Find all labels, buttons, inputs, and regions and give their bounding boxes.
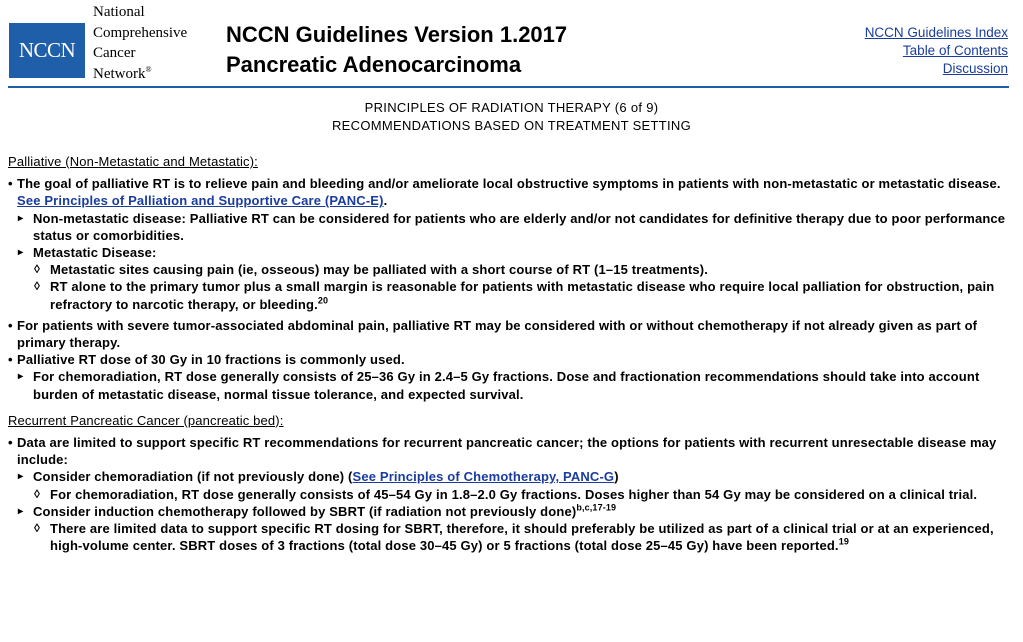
guideline-version: NCCN Guidelines Version 1.2017 <box>226 22 568 47</box>
list-subsubitem: ◊ Metastatic sites causing pain (ie, osseous) may be palliated with a short course of RT (1–15 treatments). <box>34 262 708 278</box>
nccn-logo: NCCN <box>9 23 85 78</box>
list-subitem: ▸ Metastatic Disease: <box>18 245 157 261</box>
org-line: Cancer <box>93 45 136 61</box>
list-item: • Palliative RT dose of 30 Gy in 10 fractions is commonly used. <box>8 352 405 368</box>
list-subitem: ▸ For chemoradiation, RT dose generally consists of 25–36 Gy in 2.4–5 Gy fractions. Dose and fractionation recommendations should take into account burden of metastatic disease, normal tissue tolerance, and expected survival. <box>18 369 980 402</box>
organization-name <box>93 2 187 84</box>
list-subsubitem: ◊ For chemoradiation, RT dose generally consists of 45–54 Gy in 1.8–2.0 Gy fractions. Doses higher than 54 Gy may be considered on a clinical trial. <box>34 486 978 502</box>
section-title-palliative: Palliative (Non-Metastatic and Metastatic): <box>8 154 258 169</box>
diamond-marker: ◊ <box>34 521 41 536</box>
bullet-marker: • <box>8 352 13 368</box>
arrow-marker: ▸ <box>18 371 24 383</box>
list-subitem: ▸ Consider chemoradiation (if not previously done) (See Principles of Chemotherapy, PANC-G) <box>18 469 619 485</box>
arrow-marker: ▸ <box>18 212 24 224</box>
palliation-care-link[interactable]: See Principles of Palliation and Supportive Care (PANC-E) <box>17 193 384 209</box>
diamond-marker: ◊ <box>34 486 41 501</box>
section-title-recurrent: Recurrent Pancreatic Cancer (pancreatic bed): <box>8 412 284 428</box>
list-subitem: ▸ Consider induction chemotherapy followed by SBRT (if radiation not previously done)$^{b,c,17-19}$ <box>18 502 617 519</box>
arrow-marker: ▸ <box>18 247 24 259</box>
list-subsubitem: ◊ There are limited data to support specific RT dosing for SBRT, therefore, it should preferably be utilized as part of a clinical trial or at an experienced, high-volume center. SBRT doses of 3 fractions (total dose 30–45 Gy) or 5 fractions (total dose 25–45 Gy) have been reported.$^{19}$ <box>34 521 994 554</box>
diamond-marker: ◊ <box>34 279 41 294</box>
table-of-contents-link[interactable]: Table of Contents <box>902 43 1008 58</box>
page-heading <box>0 99 1023 135</box>
registered-mark: ® <box>145 64 152 74</box>
bullet-marker: • <box>8 317 13 333</box>
org-line: National <box>93 4 145 20</box>
list-subitem: ▸ Non-metastatic disease: Palliative RT can be considered for patients who are elderly and/or not candidates for definitive therapy due to poor performance status or comorbidities. <box>18 210 1006 243</box>
reference-superscript: 20 <box>317 295 329 306</box>
list-subsubitem: ◊ RT alone to the primary tumor plus a small margin is reasonable for patients with metastatic disease who require local palliation for obstruction, pain refractory to narcotic therapy, or bleeding.$^{20}$ <box>34 279 995 312</box>
header-divider <box>8 86 1009 88</box>
bullet-marker: • <box>8 176 13 192</box>
list-item: • The goal of palliative RT is to relieve pain and bleeding and/or ameliorate local obstructive symptoms in patients with non-metastatic or metastatic disease. See Principles of Palliation and Supportive Care (PANC-E). <box>8 176 1001 209</box>
list-item: • Data are limited to support specific RT recommendations for recurrent pancreatic cancer; the options for patients with recurrent unresectable disease may include: <box>8 435 997 468</box>
arrow-marker: ▸ <box>18 505 24 517</box>
org-line: Comprehensive <box>93 24 188 41</box>
reference-superscript: b,c,17-19 <box>576 502 617 513</box>
list-item: • For patients with severe tumor-associated abdominal pain, palliative RT may be considered with or without chemotherapy if not already given as part of primary therapy. <box>8 317 978 351</box>
bullet-marker: • <box>8 435 13 451</box>
page-heading-line2: RECOMMENDATIONS BASED ON TREATMENT SETTING <box>331 118 692 133</box>
diamond-marker: ◊ <box>34 262 41 277</box>
page-heading-line1: PRINCIPLES OF RADIATION THERAPY (6 of 9) <box>364 100 659 115</box>
guideline-topic: Pancreatic Adenocarcinoma <box>226 52 522 77</box>
top-navigation <box>865 24 1008 78</box>
arrow-marker: ▸ <box>18 471 24 483</box>
discussion-link[interactable]: Discussion <box>942 61 1008 76</box>
guidelines-index-link[interactable]: NCCN Guidelines Index <box>864 25 1008 40</box>
chemotherapy-principles-link[interactable]: See Principles of Chemotherapy, PANC-G <box>352 469 615 485</box>
org-line: Network® <box>93 64 152 82</box>
guideline-title <box>226 20 567 80</box>
main-content <box>8 153 1008 554</box>
reference-superscript: 19 <box>838 536 850 547</box>
